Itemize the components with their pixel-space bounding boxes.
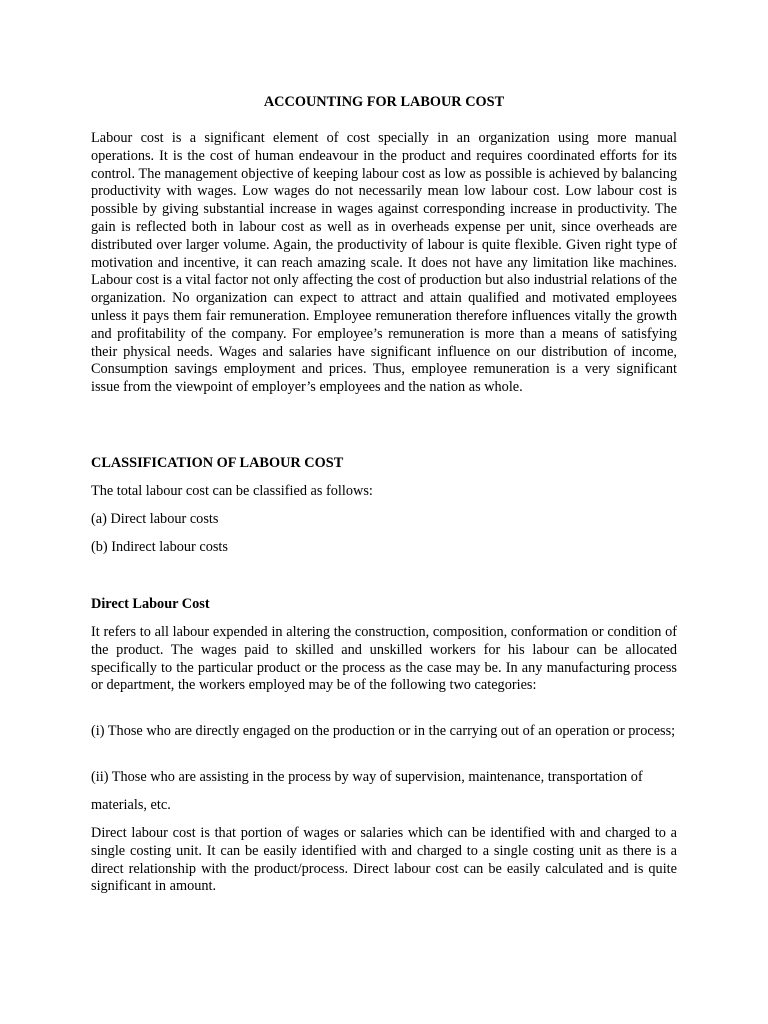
classification-heading: CLASSIFICATION OF LABOUR COST — [91, 455, 344, 471]
classification-intro: The total labour cost can be classified as follows: — [91, 483, 373, 499]
direct-labour-item-ii-continued: materials, etc. — [91, 797, 171, 813]
classification-item-direct: (a) Direct labour costs — [91, 511, 219, 527]
direct-labour-item-i: (i) Those who are directly engaged on the production or in the carrying out of an operation or process; — [91, 723, 676, 739]
intro-paragraph: Labour cost is a significant element of cost specially in an organization using more manual operations. It is the cost of human endeavour in the product and requires coordinated efforts for its control. The management objective of keeping labour cost as low as possible is achieved by balancing productivity with wages. Low wages do not necessarily mean low labour cost. Low labour cost is possible by giving substantial increase in wages against corresponding increase in productivity. The gain is reflected both in labour cost as well as in overheads expense per unit, since overheads are distributed over larger volume. Again, the productivity of labour is quite flexible. Given right type of motivation and incentive, it can reach amazing scale. It does not have any limitation like machines. Labour cost is a vital factor not only affecting the cost of production but also industrial relations of the organization. No organization can expect to attract and attain qualified and motivated employees unless it pays them fair remuneration. Employee remuneration therefore influences vitally the growth and profitability of the company. For employee’s remuneration is more than a means of satisfying their physical needs. Wages and salaries have significant influence on our distribution of income, Consumption savings employment and prices. Thus, employee remuneration is a very significant issue from the viewpoint of employer’s employees and the nation as whole. — [91, 130, 677, 396]
direct-labour-closing-paragraph: Direct labour cost is that portion of wages or salaries which can be identified with and charged to a single costing unit. It can be easily identified with and charged to a single costing unit as there is a direct relationship with the product/process. Direct labour cost can be easily calculated and is quite significant in amount. — [91, 825, 677, 895]
direct-labour-paragraph: It refers to all labour expended in altering the construction, composition, conformation or condition of the product. The wages paid to skilled and unskilled workers for his labour can be allocated specifically to the particular product or the process as the case may be. In any manufacturing process or department, the workers employed may be of the following two categories: — [91, 624, 677, 694]
direct-labour-heading: Direct Labour Cost — [91, 596, 210, 612]
document-title: ACCOUNTING FOR LABOUR COST — [263, 94, 505, 110]
direct-labour-item-ii: (ii) Those who are assisting in the process by way of supervision, maintenance, transportation of — [91, 769, 643, 785]
classification-item-indirect: (b) Indirect labour costs — [91, 539, 228, 555]
